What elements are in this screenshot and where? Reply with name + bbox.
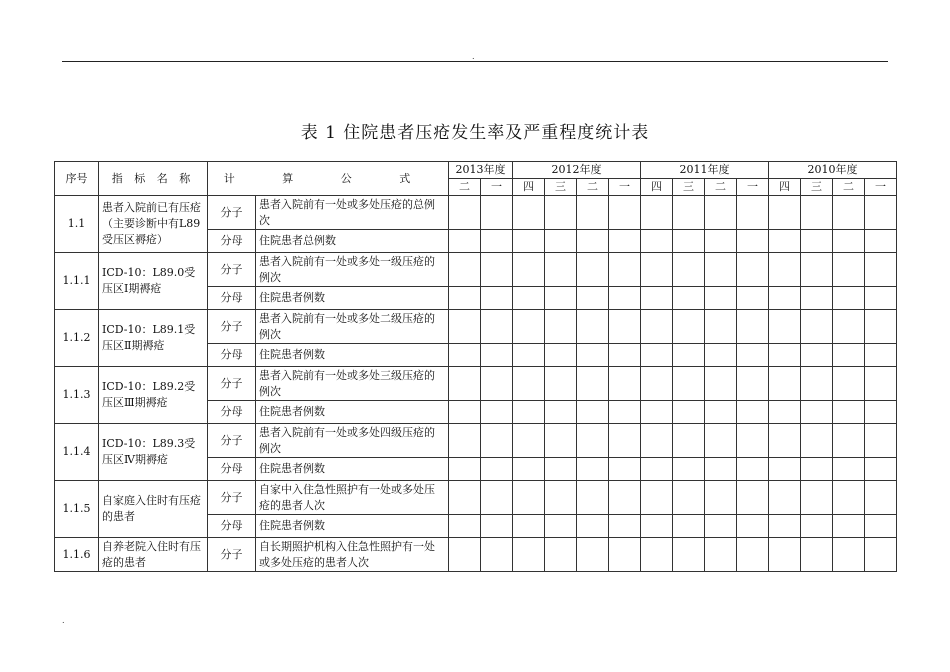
data-cell[interactable]	[769, 367, 801, 401]
data-cell[interactable]	[865, 424, 897, 458]
data-cell[interactable]	[577, 310, 609, 344]
denominator-formula: 住院患者例数	[256, 344, 449, 367]
data-cell[interactable]	[449, 310, 481, 344]
data-cell[interactable]	[737, 424, 769, 458]
quarter-header: 四	[769, 179, 801, 196]
data-cell[interactable]	[545, 458, 577, 481]
data-cell[interactable]	[737, 287, 769, 310]
data-cell[interactable]	[865, 515, 897, 538]
data-cell[interactable]	[737, 253, 769, 287]
row-seq: 1.1.4	[55, 424, 99, 481]
numerator-label: 分子	[208, 196, 256, 230]
data-cell[interactable]	[609, 253, 641, 287]
data-cell[interactable]	[545, 424, 577, 458]
row-indicator-name: ICD-10：L89.2受压区Ⅲ期褥疮	[99, 367, 208, 424]
row-indicator-name: ICD-10：L89.3受压区Ⅳ期褥疮	[99, 424, 208, 481]
data-cell[interactable]	[513, 344, 545, 367]
denominator-label: 分母	[208, 287, 256, 310]
data-cell[interactable]	[737, 196, 769, 230]
data-cell[interactable]	[481, 481, 513, 515]
header-year-2011: 2011年度	[641, 162, 769, 179]
header-row-years	[55, 162, 897, 179]
quarter-header: 三	[545, 179, 577, 196]
denominator-formula: 住院患者总例数	[256, 230, 449, 253]
quarter-header: 一	[609, 179, 641, 196]
denominator-label: 分母	[208, 515, 256, 538]
data-cell[interactable]	[513, 196, 545, 230]
data-cell[interactable]	[769, 196, 801, 230]
table-row	[55, 310, 897, 344]
data-cell[interactable]	[801, 424, 833, 458]
data-cell[interactable]	[449, 401, 481, 424]
data-cell[interactable]	[833, 458, 865, 481]
header-rule	[62, 61, 888, 62]
numerator-label: 分子	[208, 481, 256, 515]
denominator-formula: 住院患者例数	[256, 287, 449, 310]
data-cell[interactable]	[833, 367, 865, 401]
data-cell[interactable]	[641, 230, 673, 253]
data-cell[interactable]	[577, 196, 609, 230]
data-cell[interactable]	[705, 538, 737, 572]
data-cell[interactable]	[609, 230, 641, 253]
data-cell[interactable]	[449, 538, 481, 572]
row-seq: 1.1.2	[55, 310, 99, 367]
numerator-label: 分子	[208, 367, 256, 401]
data-cell[interactable]	[545, 367, 577, 401]
data-cell[interactable]	[769, 538, 801, 572]
data-cell[interactable]	[769, 253, 801, 287]
data-cell[interactable]	[577, 253, 609, 287]
data-cell[interactable]	[737, 367, 769, 401]
data-cell[interactable]	[801, 401, 833, 424]
data-cell[interactable]	[833, 481, 865, 515]
data-cell[interactable]	[609, 424, 641, 458]
data-cell[interactable]	[673, 310, 705, 344]
quarter-header: 二	[833, 179, 865, 196]
data-cell[interactable]	[801, 458, 833, 481]
data-cell[interactable]	[833, 253, 865, 287]
data-cell[interactable]	[513, 401, 545, 424]
row-seq: 1.1.5	[55, 481, 99, 538]
data-cell[interactable]	[577, 458, 609, 481]
header-year-2010: 2010年度	[769, 162, 897, 179]
data-cell[interactable]	[865, 458, 897, 481]
data-cell[interactable]	[449, 515, 481, 538]
footer-dot: .	[62, 616, 65, 625]
table-row	[55, 424, 897, 458]
header-year-2013: 2013年度	[449, 162, 513, 179]
data-cell[interactable]	[865, 310, 897, 344]
data-cell[interactable]	[673, 538, 705, 572]
data-cell[interactable]	[609, 287, 641, 310]
data-cell[interactable]	[737, 458, 769, 481]
data-cell[interactable]	[705, 230, 737, 253]
data-cell[interactable]	[673, 253, 705, 287]
quarter-header: 四	[513, 179, 545, 196]
data-cell[interactable]	[481, 344, 513, 367]
data-cell[interactable]	[737, 515, 769, 538]
data-cell[interactable]	[705, 458, 737, 481]
data-cell[interactable]	[513, 253, 545, 287]
data-cell[interactable]	[513, 538, 545, 572]
header-dot: .	[472, 52, 475, 61]
data-cell[interactable]	[705, 287, 737, 310]
data-cell[interactable]	[609, 196, 641, 230]
data-cell[interactable]	[865, 287, 897, 310]
denominator-label: 分母	[208, 344, 256, 367]
data-cell[interactable]	[833, 538, 865, 572]
data-cell[interactable]	[769, 458, 801, 481]
data-cell[interactable]	[513, 310, 545, 344]
quarter-header: 一	[481, 179, 513, 196]
data-cell[interactable]	[545, 401, 577, 424]
data-cell[interactable]	[769, 401, 801, 424]
data-cell[interactable]	[609, 458, 641, 481]
data-cell[interactable]	[865, 481, 897, 515]
row-indicator-name: ICD-10：L89.0受压区Ⅰ期褥疮	[99, 253, 208, 310]
data-cell[interactable]	[641, 287, 673, 310]
data-cell[interactable]	[545, 344, 577, 367]
data-cell[interactable]	[737, 230, 769, 253]
data-cell[interactable]	[705, 367, 737, 401]
data-cell[interactable]	[737, 481, 769, 515]
data-cell[interactable]	[865, 401, 897, 424]
page-title: 表 1 住院患者压疮发生率及严重程度统计表	[300, 123, 650, 143]
data-cell[interactable]	[769, 515, 801, 538]
data-cell[interactable]	[545, 538, 577, 572]
data-cell[interactable]	[481, 538, 513, 572]
data-cell[interactable]	[641, 344, 673, 367]
data-cell[interactable]	[673, 287, 705, 310]
data-cell[interactable]	[833, 344, 865, 367]
data-cell[interactable]	[641, 515, 673, 538]
table-row	[55, 367, 897, 401]
data-cell[interactable]	[833, 196, 865, 230]
data-cell[interactable]	[769, 310, 801, 344]
header-formula: 计 算 公 式	[208, 162, 449, 196]
data-cell[interactable]	[865, 367, 897, 401]
quarter-header: 二	[449, 179, 481, 196]
data-cell[interactable]	[481, 253, 513, 287]
data-cell[interactable]	[865, 230, 897, 253]
data-cell[interactable]	[481, 310, 513, 344]
data-cell[interactable]	[577, 538, 609, 572]
data-cell[interactable]	[737, 344, 769, 367]
data-cell[interactable]	[577, 367, 609, 401]
data-cell[interactable]	[705, 196, 737, 230]
data-cell[interactable]	[801, 515, 833, 538]
data-cell[interactable]	[577, 401, 609, 424]
data-cell[interactable]	[641, 458, 673, 481]
data-cell[interactable]	[513, 230, 545, 253]
data-cell[interactable]	[609, 367, 641, 401]
data-cell[interactable]	[481, 515, 513, 538]
data-cell[interactable]	[577, 515, 609, 538]
header-year-2012: 2012年度	[513, 162, 641, 179]
data-cell[interactable]	[673, 481, 705, 515]
data-cell[interactable]	[769, 481, 801, 515]
data-cell[interactable]	[705, 515, 737, 538]
numerator-label: 分子	[208, 538, 256, 572]
data-cell[interactable]	[641, 481, 673, 515]
numerator-formula: 患者入院前有一处或多处压疮的总例次	[256, 196, 449, 230]
data-cell[interactable]	[833, 230, 865, 253]
denominator-formula: 住院患者例数	[256, 515, 449, 538]
data-cell[interactable]	[513, 515, 545, 538]
data-cell[interactable]	[609, 344, 641, 367]
denominator-formula: 住院患者例数	[256, 458, 449, 481]
header-seq: 序号	[55, 162, 99, 196]
data-cell[interactable]	[737, 310, 769, 344]
data-cell[interactable]	[449, 253, 481, 287]
data-cell[interactable]	[673, 196, 705, 230]
data-cell[interactable]	[577, 230, 609, 253]
data-cell[interactable]	[705, 253, 737, 287]
data-cell[interactable]	[513, 424, 545, 458]
data-cell[interactable]	[481, 367, 513, 401]
data-cell[interactable]	[769, 287, 801, 310]
numerator-formula: 患者入院前有一处或多处三级压疮的例次	[256, 367, 449, 401]
data-cell[interactable]	[609, 401, 641, 424]
data-cell[interactable]	[833, 287, 865, 310]
data-cell[interactable]	[449, 367, 481, 401]
data-cell[interactable]	[641, 401, 673, 424]
data-cell[interactable]	[865, 538, 897, 572]
data-cell[interactable]	[801, 344, 833, 367]
data-cell[interactable]	[801, 196, 833, 230]
data-cell[interactable]	[673, 367, 705, 401]
table-row	[55, 196, 897, 230]
data-cell[interactable]	[481, 424, 513, 458]
numerator-formula: 患者入院前有一处或多处二级压疮的例次	[256, 310, 449, 344]
row-indicator-name: 自养老院入住时有压疮的患者	[99, 538, 208, 572]
data-cell[interactable]	[513, 287, 545, 310]
quarter-header: 三	[801, 179, 833, 196]
data-cell[interactable]	[801, 287, 833, 310]
row-indicator-name: ICD-10：L89.1受压区Ⅱ期褥疮	[99, 310, 208, 367]
data-cell[interactable]	[865, 253, 897, 287]
table-row	[55, 253, 897, 287]
data-cell[interactable]	[545, 515, 577, 538]
data-cell[interactable]	[609, 481, 641, 515]
data-cell[interactable]	[801, 481, 833, 515]
data-cell[interactable]	[801, 230, 833, 253]
data-cell[interactable]	[769, 230, 801, 253]
data-cell[interactable]	[833, 424, 865, 458]
data-cell[interactable]	[865, 344, 897, 367]
denominator-formula: 住院患者例数	[256, 401, 449, 424]
quarter-header: 三	[673, 179, 705, 196]
data-cell[interactable]	[737, 538, 769, 572]
data-cell[interactable]	[609, 515, 641, 538]
row-indicator-name: 自家庭入住时有压疮的患者	[99, 481, 208, 538]
data-cell[interactable]	[481, 196, 513, 230]
data-cell[interactable]	[481, 401, 513, 424]
data-cell[interactable]	[545, 287, 577, 310]
quarter-header: 二	[577, 179, 609, 196]
data-cell[interactable]	[577, 287, 609, 310]
data-cell[interactable]	[449, 458, 481, 481]
row-seq: 1.1.3	[55, 367, 99, 424]
data-cell[interactable]	[865, 196, 897, 230]
data-cell[interactable]	[577, 481, 609, 515]
numerator-formula: 自长期照护机构入住急性照护有一处或多处压疮的患者人次	[256, 538, 449, 572]
quarter-header: 四	[641, 179, 673, 196]
row-seq: 1.1.1	[55, 253, 99, 310]
data-cell[interactable]	[801, 253, 833, 287]
data-cell[interactable]	[545, 230, 577, 253]
data-cell[interactable]	[449, 230, 481, 253]
numerator-formula: 患者入院前有一处或多处四级压疮的例次	[256, 424, 449, 458]
denominator-label: 分母	[208, 401, 256, 424]
row-seq: 1.1.6	[55, 538, 99, 572]
data-cell[interactable]	[737, 401, 769, 424]
data-cell[interactable]	[705, 310, 737, 344]
numerator-label: 分子	[208, 253, 256, 287]
data-cell[interactable]	[545, 481, 577, 515]
quarter-header: 二	[705, 179, 737, 196]
statistics-table	[54, 161, 897, 572]
data-cell[interactable]	[673, 230, 705, 253]
numerator-label: 分子	[208, 310, 256, 344]
data-cell[interactable]	[481, 287, 513, 310]
numerator-label: 分子	[208, 424, 256, 458]
data-cell[interactable]	[705, 481, 737, 515]
data-cell[interactable]	[673, 515, 705, 538]
quarter-header: 一	[865, 179, 897, 196]
data-cell[interactable]	[673, 458, 705, 481]
data-cell[interactable]	[673, 344, 705, 367]
data-cell[interactable]	[449, 424, 481, 458]
numerator-formula: 自家中入住急性照护有一处或多处压疮的患者人次	[256, 481, 449, 515]
data-cell[interactable]	[705, 401, 737, 424]
data-cell[interactable]	[673, 401, 705, 424]
table-row	[55, 481, 897, 515]
data-cell[interactable]	[481, 458, 513, 481]
denominator-label: 分母	[208, 230, 256, 253]
data-cell[interactable]	[833, 515, 865, 538]
data-cell[interactable]	[705, 344, 737, 367]
data-cell[interactable]	[513, 481, 545, 515]
data-cell[interactable]	[545, 310, 577, 344]
numerator-formula: 患者入院前有一处或多处一级压疮的例次	[256, 253, 449, 287]
data-cell[interactable]	[513, 367, 545, 401]
data-cell[interactable]	[801, 310, 833, 344]
data-cell[interactable]	[641, 253, 673, 287]
data-cell[interactable]	[545, 196, 577, 230]
quarter-header: 一	[737, 179, 769, 196]
data-cell[interactable]	[673, 424, 705, 458]
data-cell[interactable]	[641, 538, 673, 572]
data-cell[interactable]	[641, 424, 673, 458]
data-cell[interactable]	[769, 344, 801, 367]
data-cell[interactable]	[545, 253, 577, 287]
data-cell[interactable]	[641, 367, 673, 401]
data-cell[interactable]	[449, 481, 481, 515]
data-cell[interactable]	[513, 458, 545, 481]
data-cell[interactable]	[609, 538, 641, 572]
row-seq: 1.1	[55, 196, 99, 253]
row-indicator-name: 患者入院前已有压疮（主要诊断中有L89 受压区褥疮）	[99, 196, 208, 253]
data-cell[interactable]	[833, 310, 865, 344]
data-cell[interactable]	[449, 196, 481, 230]
data-cell[interactable]	[481, 230, 513, 253]
denominator-label: 分母	[208, 458, 256, 481]
table-row	[55, 538, 897, 572]
data-cell[interactable]	[801, 538, 833, 572]
data-cell[interactable]	[577, 344, 609, 367]
data-cell[interactable]	[449, 344, 481, 367]
data-cell[interactable]	[833, 401, 865, 424]
data-cell[interactable]	[705, 424, 737, 458]
data-cell[interactable]	[801, 367, 833, 401]
data-cell[interactable]	[641, 196, 673, 230]
data-cell[interactable]	[609, 310, 641, 344]
data-cell[interactable]	[449, 287, 481, 310]
data-cell[interactable]	[641, 310, 673, 344]
header-indicator: 指 标 名 称	[99, 162, 208, 196]
data-cell[interactable]	[577, 424, 609, 458]
data-cell[interactable]	[769, 424, 801, 458]
